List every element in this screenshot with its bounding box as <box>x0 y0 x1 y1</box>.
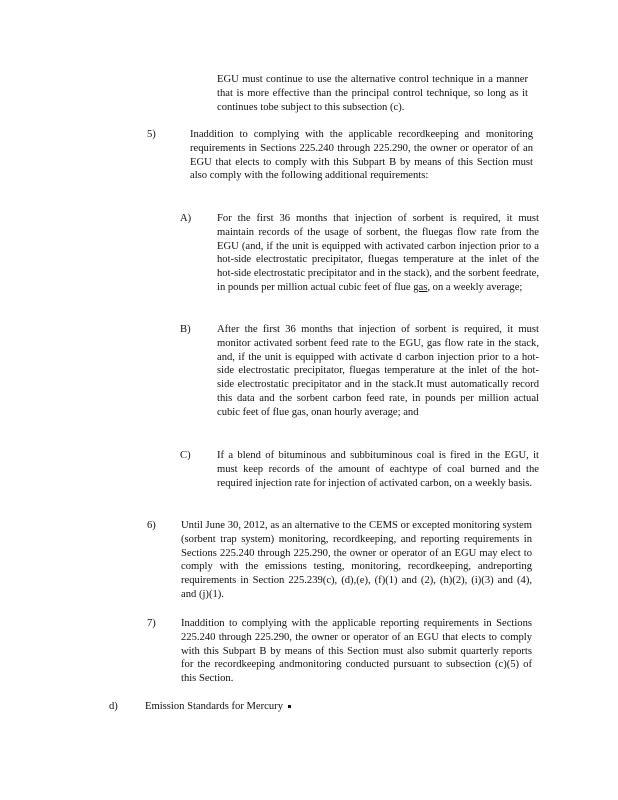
item-6-label: 6) <box>147 520 156 531</box>
section-d-label: d) <box>109 701 118 712</box>
subitem-a-label: A) <box>180 213 192 224</box>
item-7-label: 7) <box>147 618 156 629</box>
item-7-text: Inaddition to complying with the applicable reporting requirements in Sections 225.240 through 225.290, the owner or operator of an EGU that elects to comply with this Subpart B by means of this Section must also submit quarterly reports for the recordkeeping andmonitoring conducted pursuant to subsection (c)(5) of this Section. <box>181 618 532 685</box>
item-5-text: Inaddition to complying with the applicable recordkeeping and monitoring requirements in Sections 225.240 through 225.290, the owner or operator of an EGU that elects to comply with this Subpart B by means of this Section must also comply with the following additional requirements: <box>190 129 533 182</box>
bullet-mark <box>288 705 291 708</box>
subitem-a-text-part2: , on a weekly average; <box>427 281 523 293</box>
subitem-a-text <box>217 212 539 295</box>
subitem-b-text: After the first 36 months that injection of sorbent is required, it must monitor activated sorbent feed rate to the EGU, gas flow rate in the stack, and, if the unit is equipped with activate d carbon injection prior to a hot-side electrostatic precipitator, fluegas temperature at the inlet of the hot-side electrostatic precipitator and in the stack.It must automatically record this data and the sorbent carbon feed rate, in pounds per million actual cubic feet of flue gas, onan hourly average; and <box>217 324 539 418</box>
item-6-text: Until June 30, 2012, as an alternative to the CEMS or excepted monitoring system (sorbent trap system) monitoring, recordkeeping, and reporting requirements in Sections 225.240 through 225.290, the owner or operator of an EGU may elect to comply with the emissions testing, monitoring, recordkeeping, andreporting requirements in Section 225.239(c), (d),(e), (f)(1) and (2), (h)(2), (i)(3) and (4), and (j)(1). <box>181 520 532 600</box>
item-5-label: 5) <box>147 129 156 140</box>
subitem-c-label: C) <box>180 450 191 461</box>
continuation-paragraph: EGU must continue to use the alternative control technique in a manner that is more effective than the principal control technique, so long as it continues tobe subject to this subsection (c). <box>217 74 528 113</box>
subitem-a-text-part1: For the first 36 months that injection of sorbent is required, it must maintain records of the usage of sorbent, the fluegas flow rate from the EGU (and, if the unit is equipped with activated carbon injection prior to a hot-side electrostatic precipitator, fluegas temperature at the inlet of the hot-side electrostatic precipitator and in the stack), and the sorbent feedrate, in pounds per million actual cubic feet of flue <box>217 213 539 293</box>
subitem-b-label: B) <box>180 324 191 335</box>
section-d-heading <box>145 700 291 714</box>
subitem-a-underlined-word: gas <box>413 281 428 293</box>
section-d-title: Emission Standards for Mercury <box>145 701 283 712</box>
subitem-c-text: If a blend of bituminous and subbituminous coal is fired in the EGU, it must keep records of the amount of eachtype of coal burned and the required injection rate for injection of activated carbon, on a weekly basis. <box>217 450 539 489</box>
